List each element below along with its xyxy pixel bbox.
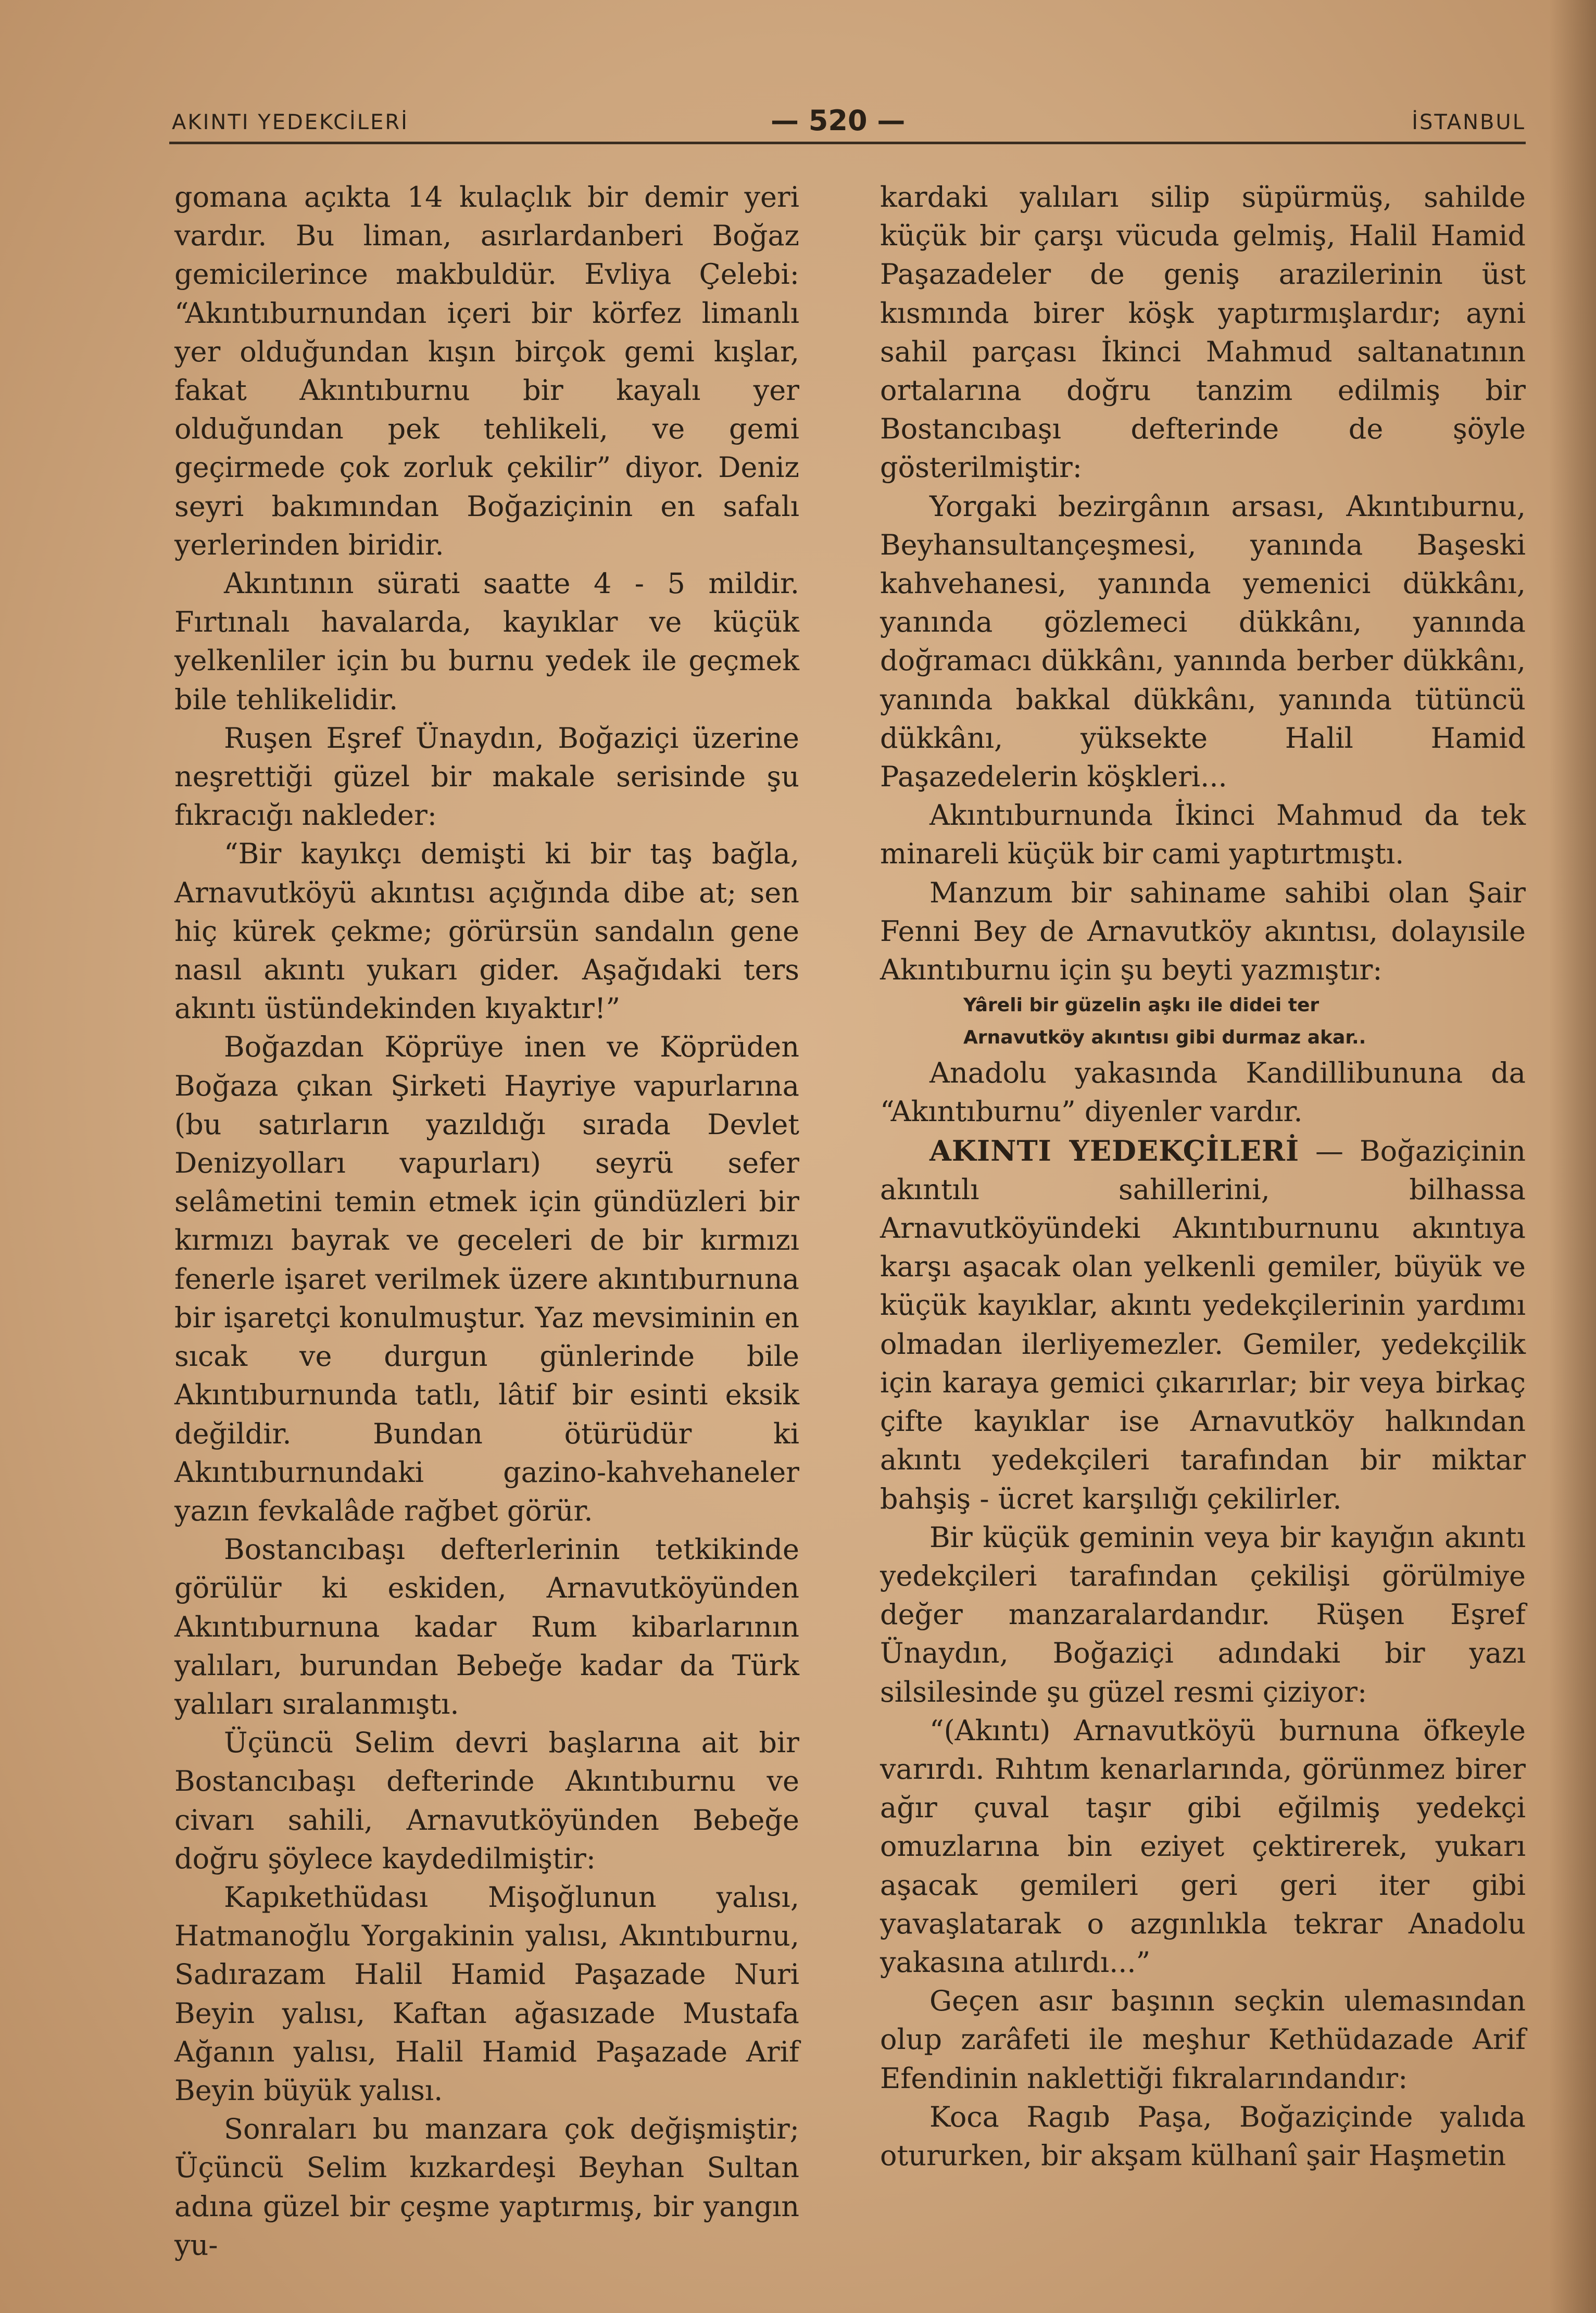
paragraph: Anadolu yakasında Kandillibununa da “Akıntıburnu” diyenler vardır. [880, 1057, 1526, 1128]
paragraph: Koca Ragıb Paşa, Boğaziçinde yalıda otururken, bir akşam külhanî şair Haşmetin [880, 2100, 1526, 2172]
paragraph: Geçen asır başının seçkin ulemasından olup zarâfeti ile meşhur Kethüdazade Arif Efendinin naklettiği fıkralarındandır: [880, 1984, 1526, 2095]
paragraph: Yorgaki bezirgânın arsası, Akıntıburnu, Beyhansultançeşmesi, yanında Başeski kahvehanesi, yanında yemenici dükkânı, yanında gözlemeci dükkânı, yanında doğramacı dükkânı, yanında berber dükkânı, yanında bakkal dükkânı, yanında tütüncü dükkânı, yüksekte Halil Hamid Paşazedelerin köşkleri... [880, 489, 1526, 794]
paragraph: Sonraları bu manzara çok değişmiştir; Üçüncü Selim kızkardeşi Beyhan Sultan adına güzel bir çeşme yaptırmış, bir yangın yu- [174, 2113, 799, 2261]
entry-paragraph [880, 1132, 1526, 1518]
page-number: — 520 — [771, 104, 906, 137]
paragraph: Akıntının sürati saatte 4 - 5 mildir. Fırtınalı havalarda, kayıklar ve küçük yelkenliler için bu burnu yedek ile geçmek bile tehlikelidir. [174, 567, 799, 716]
paragraph: Manzum bir sahiname sahibi olan Şair Fenni Bey de Arnavutköy akıntısı, dolayısile Akıntıburnu için şu beyti yazmıştır: [880, 876, 1526, 987]
quote-paragraph: “Bir kayıkçı demişti ki bir taş bağla, Arnavutköyü akıntısı açığında dibe at; sen hiç kürek çekme; görürsün sandalın gene nasıl akıntı yukarı gider. Aşağıdaki ters akıntı üstündekinden kıyaktır!” [174, 837, 799, 1025]
verse-line: Arnavutköy akıntısı gibi durmaz akar.. [963, 1027, 1366, 1049]
paragraph: Bir küçük geminin veya bir kayığın akıntı yedekçileri tarafından çekilişi görülmiye değer manzaralardandır. Rüşen Eşref Ünaydın, Boğaziçi adındaki bir yazı silsilesinde şu güzel resmi çiziyor: [880, 1520, 1526, 1708]
verse-couplet [880, 989, 1526, 1054]
quote-paragraph: “(Akıntı) Arnavutköyü burnuna öfkeyle varırdı. Rıhtım kenarlarında, görünmez birer ağır çuval taşır gibi eğilmiş yedekçi omuzlarına bin eziyet çektirerek, yukarı aşacak gemileri geri geri iter gibi yavaşlatarak o azgınlıkla tekrar Anadolu yakasına atılırdı...” [880, 1714, 1526, 1979]
verse-line: Yâreli bir güzelin aşkı ile didei ter [963, 995, 1319, 1016]
page-header [172, 104, 1526, 146]
paragraph: Üçüncü Selim devri başlarına ait bir Bostancıbaşı defterinde Akıntıburnu ve civarı sahili, Arnavutköyünden Bebeğe doğru şöylece kaydedilmiştir: [174, 1726, 799, 1875]
paragraph: Ruşen Eşref Ünaydın, Boğaziçi üzerine neşrettiği güzel bir makale serisinde şu fıkracığı nakleder: [174, 721, 799, 832]
left-column [174, 178, 799, 2265]
paragraph: Bostancıbaşı defterlerinin tetkikinde görülür ki eskiden, Arnavutköyünden Akıntıburnuna kadar Rum kibarlarının yalıları, burundan Bebeğe kadar da Türk yalıları sıralanmıştı. [174, 1533, 799, 1720]
running-head-right: İSTANBUL [1412, 110, 1526, 134]
paragraph: kardaki yalıları silip süpürmüş, sahilde küçük bir çarşı vücuda gelmiş, Halil Hamid Paşazadeler de geniş arazilerinin üst kısmında birer köşk yaptırmışlardır; ayni sahil parçası İkinci Mahmud saltanatının ortalarına doğru tanzim edilmiş bir Bostancıbaşı defterinde de şöyle gösterilmiştir: [880, 181, 1526, 484]
paragraph: Kapıkethüdası Mişoğlunun yalısı, Hatmanoğlu Yorgakinin yalısı, Akıntıburnu, Sadırazam Halil Hamid Paşazade Nuri Beyin yalısı, Kaftan ağasızade Mustafa Ağanın yalısı, Halil Hamid Paşazade Arif Beyin büyük yalısı. [174, 1880, 799, 2107]
paragraph: gomana açıkta 14 kulaçlık bir demir yeri vardır. Bu liman, asırlardanberi Boğaz gemicilerince makbuldür. Evliya Çelebi: “Akıntıburnundan içeri bir körfez limanlı yer olduğundan kışın birçok gemi kışlar, fakat Akıntıburnu bir kayalı yer olduğundan pek tehlikeli, ve gemi geçirmede çok zorluk çekilir” diyor. Deniz seyri bakımından Boğaziçinin en safalı yerlerinden biridir. [174, 181, 799, 561]
header-rule [169, 142, 1526, 144]
right-column [880, 178, 1526, 2175]
paragraph: Boğazdan Köprüye inen ve Köprüden Boğaza çıkan Şirketi Hayriye vapurlarına (bu satırların yazıldığı sırada Devlet Denizyolları vapurları) seyrü sefer selâmetini temin etmek için gündüzleri bir kırmızı bayrak ve geceleri de bir kırmızı fenerle işaret verilmek üzere akıntıburnuna bir işaretçi konulmuştur. Yaz mevsiminin en sıcak ve durgun günlerinde bile Akıntıburnunda tatlı, lâtif bir esinti eksik değildir. Bundan ötürüdür ki Akıntıburnundaki gazino-kahvehaneler yazın fevkalâde rağbet görür. [174, 1030, 799, 1527]
entry-text: — Boğaziçinin akıntılı sahillerini, bilhassa Arnavutköyündeki Akıntıburnunu akıntıya karşı aşacak olan yelkenli gemiler, büyük ve küçük kayıklar, akıntı yedekçilerinin yardımı olmadan ilerliyemezler. Gemiler, yedekçilik için karaya gemici çıkarırlar; bir veya birkaç çifte kayıklar ise Arnavutköy halkından akıntı yedekçileri tarafından bir miktar bahşiş - ücret karşılığı çekilirler. [880, 1134, 1526, 1515]
entry-term: AKINTI YEDEKÇİLERİ [929, 1134, 1300, 1167]
running-head-left: AKINTI YEDEKCİLERİ [172, 110, 409, 134]
page-edge-shadow [1549, 0, 1596, 2313]
paragraph: Akıntıburnunda İkinci Mahmud da tek minareli küçük bir cami yaptırtmıştı. [880, 799, 1526, 871]
